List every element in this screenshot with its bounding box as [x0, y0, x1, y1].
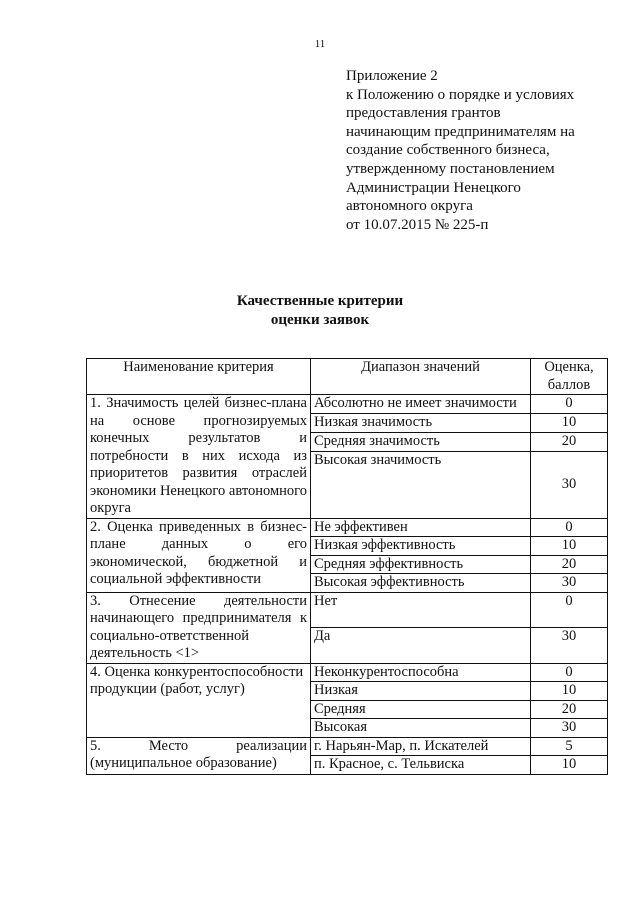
- score-value: 20: [531, 432, 608, 451]
- criterion-name: 1. Значимость целей бизнес-плана на основе прогнозируемых конечных результатов и потребности в них исхода из приоритетов развития отраслей экономики Ненецкого автономного округа: [87, 395, 311, 519]
- value-range: Нет: [311, 592, 531, 627]
- criteria-table: [86, 358, 608, 775]
- value-range: Высокая значимость: [311, 451, 531, 518]
- score-value: 0: [531, 518, 608, 537]
- table-row: [87, 518, 608, 537]
- value-range: Низкая значимость: [311, 413, 531, 432]
- header-criterion-name: Наименование критерия: [87, 359, 311, 395]
- appendix-line: начинающим предпринимателям на: [346, 123, 575, 140]
- appendix-line: Приложение 2: [346, 68, 438, 84]
- value-range: Низкая: [311, 682, 531, 701]
- value-range: Да: [311, 627, 531, 663]
- score-value: 10: [531, 682, 608, 701]
- value-range: Средняя: [311, 700, 531, 719]
- appendix-line: создание собственного бизнеса,: [346, 142, 550, 159]
- header-value-range: Диапазон значений: [311, 359, 531, 395]
- value-range: Высокая эффективность: [311, 574, 531, 593]
- criterion-name: 5. Место реализации (муниципальное образование): [87, 737, 311, 774]
- score-value: 10: [531, 756, 608, 775]
- criterion-name: 2. Оценка приведенных в бизнес-плане данных о его экономической, бюджетной и социальной эффективности: [87, 518, 311, 592]
- score-value: 0: [531, 663, 608, 682]
- appendix-line: к Положению о порядке и условиях: [346, 86, 575, 103]
- table-row: [87, 592, 608, 627]
- value-range: Низкая эффективность: [311, 537, 531, 556]
- appendix-line: от 10.07.2015 № 225-п: [346, 216, 489, 233]
- score-value: 10: [531, 537, 608, 556]
- appendix-line: автономного округа: [346, 198, 473, 215]
- criterion-name: 3. Отнесение деятельности начинающего предпринимателя к социально-ответственной деятельность <1>: [87, 592, 311, 663]
- appendix-header: [346, 67, 575, 234]
- table-row: [87, 737, 608, 756]
- score-value: 30: [531, 719, 608, 738]
- score-value: 20: [531, 555, 608, 574]
- value-range: Абсолютно не имеет значимости: [311, 395, 531, 414]
- value-range: п. Красное, с. Тельвиска: [311, 756, 531, 775]
- score-value: 0: [531, 592, 608, 627]
- document-title: [0, 292, 640, 330]
- score-value: 20: [531, 700, 608, 719]
- table-header-row: [87, 359, 608, 395]
- score-value: 30: [531, 451, 608, 518]
- score-value: 5: [531, 737, 608, 756]
- value-range: Средняя эффективность: [311, 555, 531, 574]
- table-row: [87, 663, 608, 682]
- value-range: Не эффективен: [311, 518, 531, 537]
- score-value: 0: [531, 395, 608, 414]
- page-number: 11: [314, 38, 326, 50]
- value-range: г. Нарьян-Мар, п. Искателей: [311, 737, 531, 756]
- value-range: Неконкурентоспособна: [311, 663, 531, 682]
- appendix-line: утвержденному постановлением: [346, 160, 555, 177]
- score-value: 10: [531, 413, 608, 432]
- value-range: Средняя значимость: [311, 432, 531, 451]
- criterion-name: 4. Оценка конкурентоспособности продукции (работ, услуг): [87, 663, 311, 737]
- table-row: [87, 395, 608, 414]
- header-score: Оценка, баллов: [531, 359, 608, 395]
- score-value: 30: [531, 627, 608, 663]
- value-range: Высокая: [311, 719, 531, 738]
- appendix-line: Администрации Ненецкого: [346, 179, 521, 196]
- appendix-line: предоставления грантов: [346, 105, 501, 122]
- title-line-2: оценки заявок: [270, 312, 370, 328]
- score-value: 30: [531, 574, 608, 593]
- title-line-1: Качественные критерии: [236, 293, 404, 309]
